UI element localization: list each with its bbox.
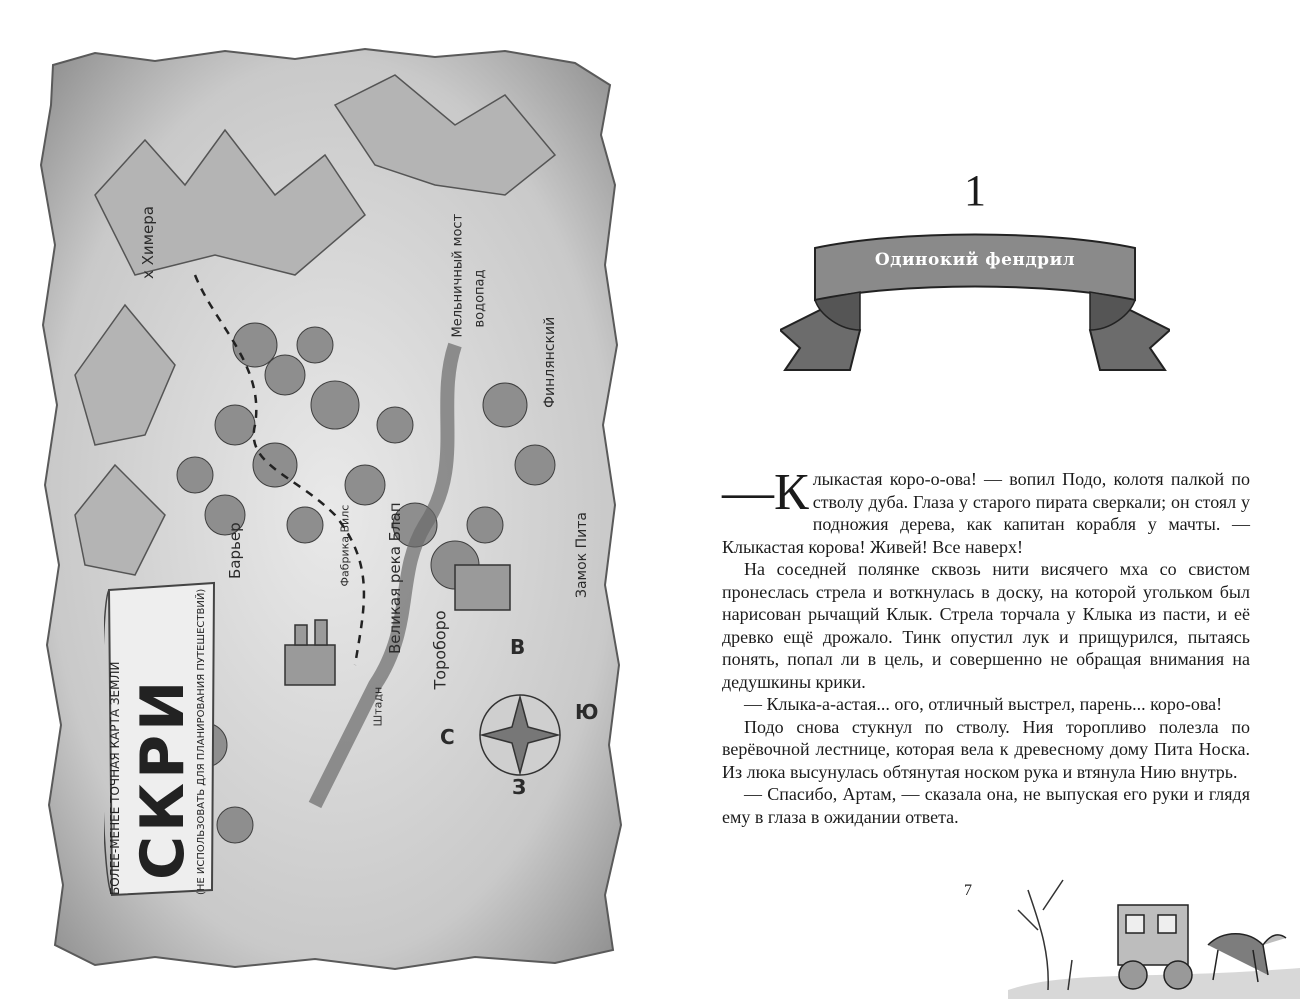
paragraph-5: — Спасибо, Артам, — сказала она, не выпуская его руки и глядя ему в глаза в ожидании ответа. [722,784,1250,827]
map-title: СКРИ [128,676,198,880]
label-castle: Замок Пита [574,512,590,598]
compass-west: З [512,775,527,799]
label-waterfall: водопад [472,269,488,328]
label-chimera: х Химера [139,206,157,279]
compass-south: Ю [575,700,599,724]
carriage-illustration [1008,850,1300,999]
label-mill-bridge: Мельничный мост [450,213,466,338]
paragraph-1: —К лыкастая коро-о-ова! — вопил Подо, колотя палкой по стволу дуба. Глаза у старого пирата сверкали; он стоял у подножия дерева, как капитан корабля у мачты. — Клыкастая корова! Живей! Все наверх! [722,464,1250,557]
label-factory: Фабрика Вилс [338,504,352,587]
map-subtitle-bottom: (НЕ ИСПОЛЬЗОВАТЬ ДЛЯ ПЛАНИРОВАНИЯ ПУТЕШЕСТВИЙ) [196,588,207,895]
compass-north: С [440,725,455,749]
drop-cap: —К [722,464,809,521]
label-finnish: Финлянский [542,316,558,408]
page-number: 7 [964,882,972,899]
map-subtitle-top: БОЛЕЕ-МЕНЕЕ ТОЧНАЯ КАРТА ЗЕМЛИ [108,661,122,895]
label-barrier: Барьер [226,522,244,579]
chapter-title: Одинокий фендрил [874,250,1076,270]
paragraph-3: — Клыка-а-астая... ого, отличный выстрел, парень... коро-ова! [744,694,1223,714]
chapter-number: 1 [964,166,986,215]
paragraph-4: Подо снова стукнул по стволу. Ния торопливо полезла по верёвочной лестнице, которая вела к древесному дому Пита Носка. Из люка высунулась обтянутая носком рука и втянула Нию внутрь. [722,716,1250,782]
compass-east: В [510,635,526,659]
label-town: Штадн [371,686,385,727]
paragraph-2: На соседней полянке сквозь нити висячего мха со свистом пронеслась стрела и воткнулась в доску, на которой угольком был нарисован рычащий Клык. Стрела торчала у Клыка из пасти, и её древко ещё дрожало. Тинк опустил лук и прищурился, пытаясь понять, попал ли в цель, и совершенно не обращая внимания на дедушкины крики. [722,559,1250,692]
chapter-text [722,464,1250,828]
label-toroboro: Тороборо [430,610,450,690]
label-river: Великая река Блап [386,502,404,654]
